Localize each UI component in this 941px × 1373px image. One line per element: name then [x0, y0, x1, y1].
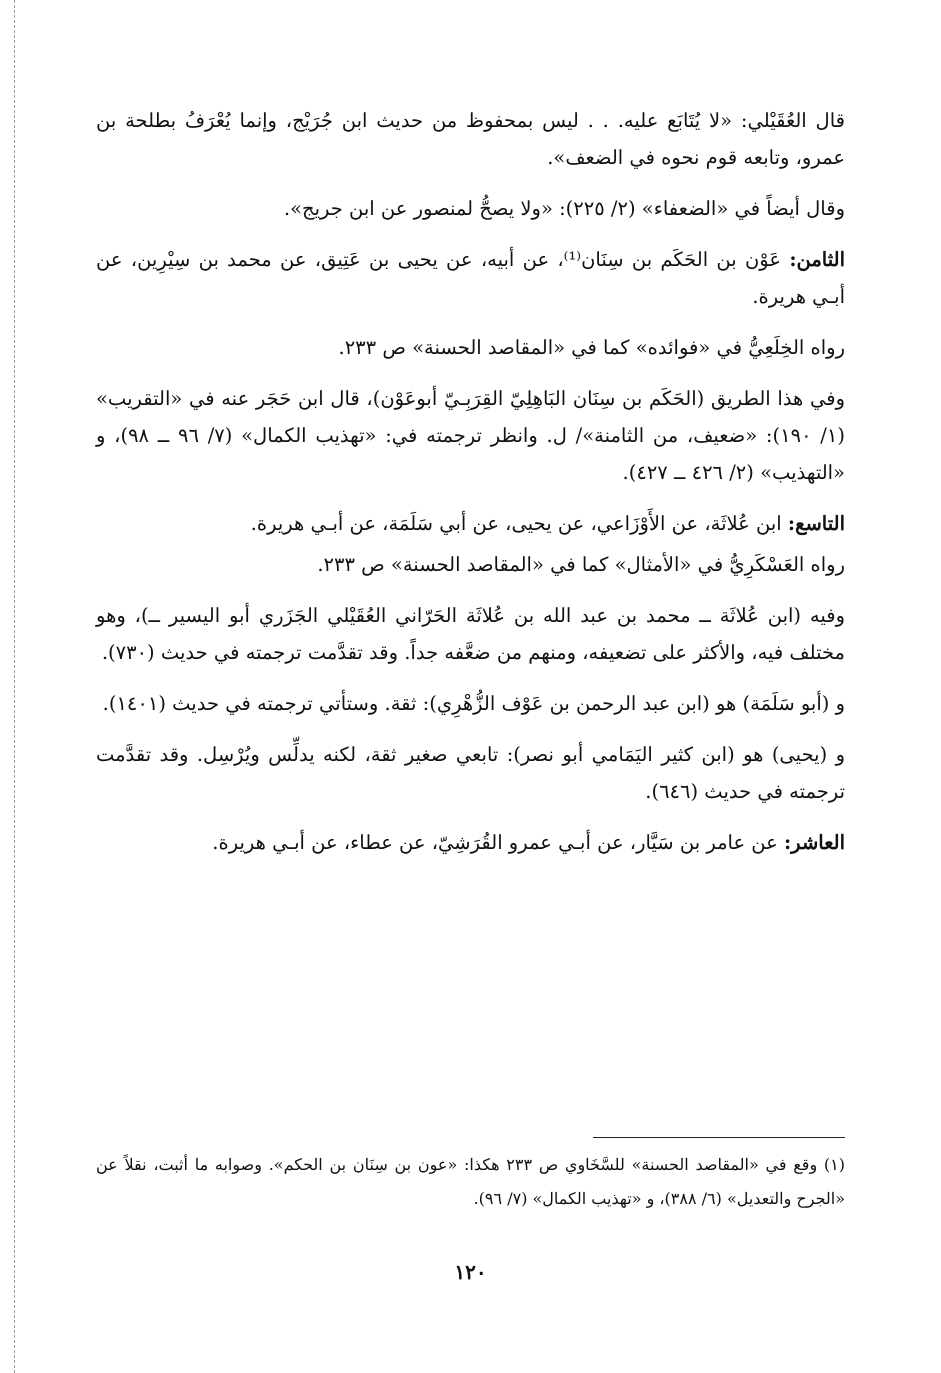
page-body: [96, 102, 845, 875]
page-number: ١٢٠: [454, 1260, 487, 1284]
paragraph-ninth-source: رواه العَسْكَرِيُّ في «الأمثال» كما في «المقاصد الحسنة» ص ٢٣٣.: [317, 553, 845, 576]
footnote-1: [96, 1148, 845, 1216]
paragraph-uqayli-quote: قال العُقَيْلي: «لا يُتَابَع عليه. . . ليس بمحفوظ من حديث ابن جُرَيْج، وإنما يُعْرَفُ بطلحة بن عمرو، وتابعه قوم نحوه في الضعف».: [96, 109, 845, 169]
paragraph-eighth-chain: [96, 241, 845, 315]
footnote-separator: [593, 1137, 845, 1138]
footnote-1-text: (١) وقع في «المقاصد الحسنة» للسَّخَاوي ص ٢٣٣ هكذا: «عون بن سِنَان بن الحكم». وصوابه ما أثبت، نقلاً عن «الجرح والتعديل» (٦/ ٣٨٨)، و «تهذيب الكمال» (٧/ ٩٦).: [96, 1155, 846, 1208]
paragraph-eighth-commentary: وفي هذا الطريق (الحَكَم بن سِنَان البَاهِلِيّ القِرَبِـيّ أبوعَوْن)، قال ابن حَجَر عنه في «التقريب» (١/ ١٩٠): «ضعيف، من الثامنة»/ ل. وانظر ترجمته في: «تهذيب الكمال» (٧/ ٩٦ ــ ٩٨)، و «التهذيب» (٢/ ٤٢٦ ــ ٤٢٧).: [96, 387, 845, 484]
paragraph-eighth-source: رواه الخِلَعِيُّ في «فوائده» كما في «المقاصد الحسنة» ص ٢٣٣.: [338, 336, 845, 359]
tenth-chain-text: عن عامر بن سَيَّار، عن أبـي عمرو القُرَشِيّ، عن عطاء، عن أبـي هريرة.: [212, 831, 778, 854]
paragraph-yahya: و (يحيى) هو (ابن كثير اليَمَامي أبو نصر): تابعي صغير ثقة، لكنه يدلِّس ويُرْسِل. وقد تقدَّمت ترجمته في حديث (٦٤٦).: [96, 743, 845, 803]
paragraph-abu-salama: و (أبو سَلَمَة) هو (ابن عبد الرحمن بن عَوْف الزُّهْرِي): ثقة. وستأتي ترجمته في حديث (١٤٠١).: [102, 692, 845, 715]
eighth-chain-text: عَوْن بن الحَكَم بن سِنَان⁽¹⁾، عن أبيه، عن يحيى بن عَتِيق، عن محمد بن سِيْرِين، عن أبـي هريرة.: [96, 248, 845, 308]
paragraph-tenth-chain: [96, 824, 845, 861]
paragraph-ninth-commentary: وفيه (ابن عُلاثَة ــ محمد بن عبد الله بن عُلاثَة الحَرّاني العُقَيْلي الجَزَري أبو اليسير ــ)، وهو مختلف فيه، والأكثر على تضعيفه، ومنهم من ضعَّفه جداً. وقد تقدَّمت ترجمته في حديث (٧٣٠).: [96, 604, 845, 664]
eighth-label: الثامن:: [789, 248, 845, 271]
ninth-chain-text: ابن عُلاثَة، عن الأَوْزَاعي، عن يحيى، عن أبي سَلَمَة، عن أبـي هريرة.: [250, 512, 782, 535]
footnotes: [96, 1148, 845, 1216]
ninth-label: التاسع:: [787, 512, 845, 535]
tenth-label: العاشر:: [783, 831, 845, 854]
paragraph-ninth-chain: [96, 505, 845, 542]
page-binding-edge: [14, 0, 15, 1373]
paragraph-duafa-quote: وقال أيضاً في «الضعفاء» (٢/ ٢٢٥): «ولا يصحُّ لمنصور عن ابن جريج».: [283, 197, 845, 220]
